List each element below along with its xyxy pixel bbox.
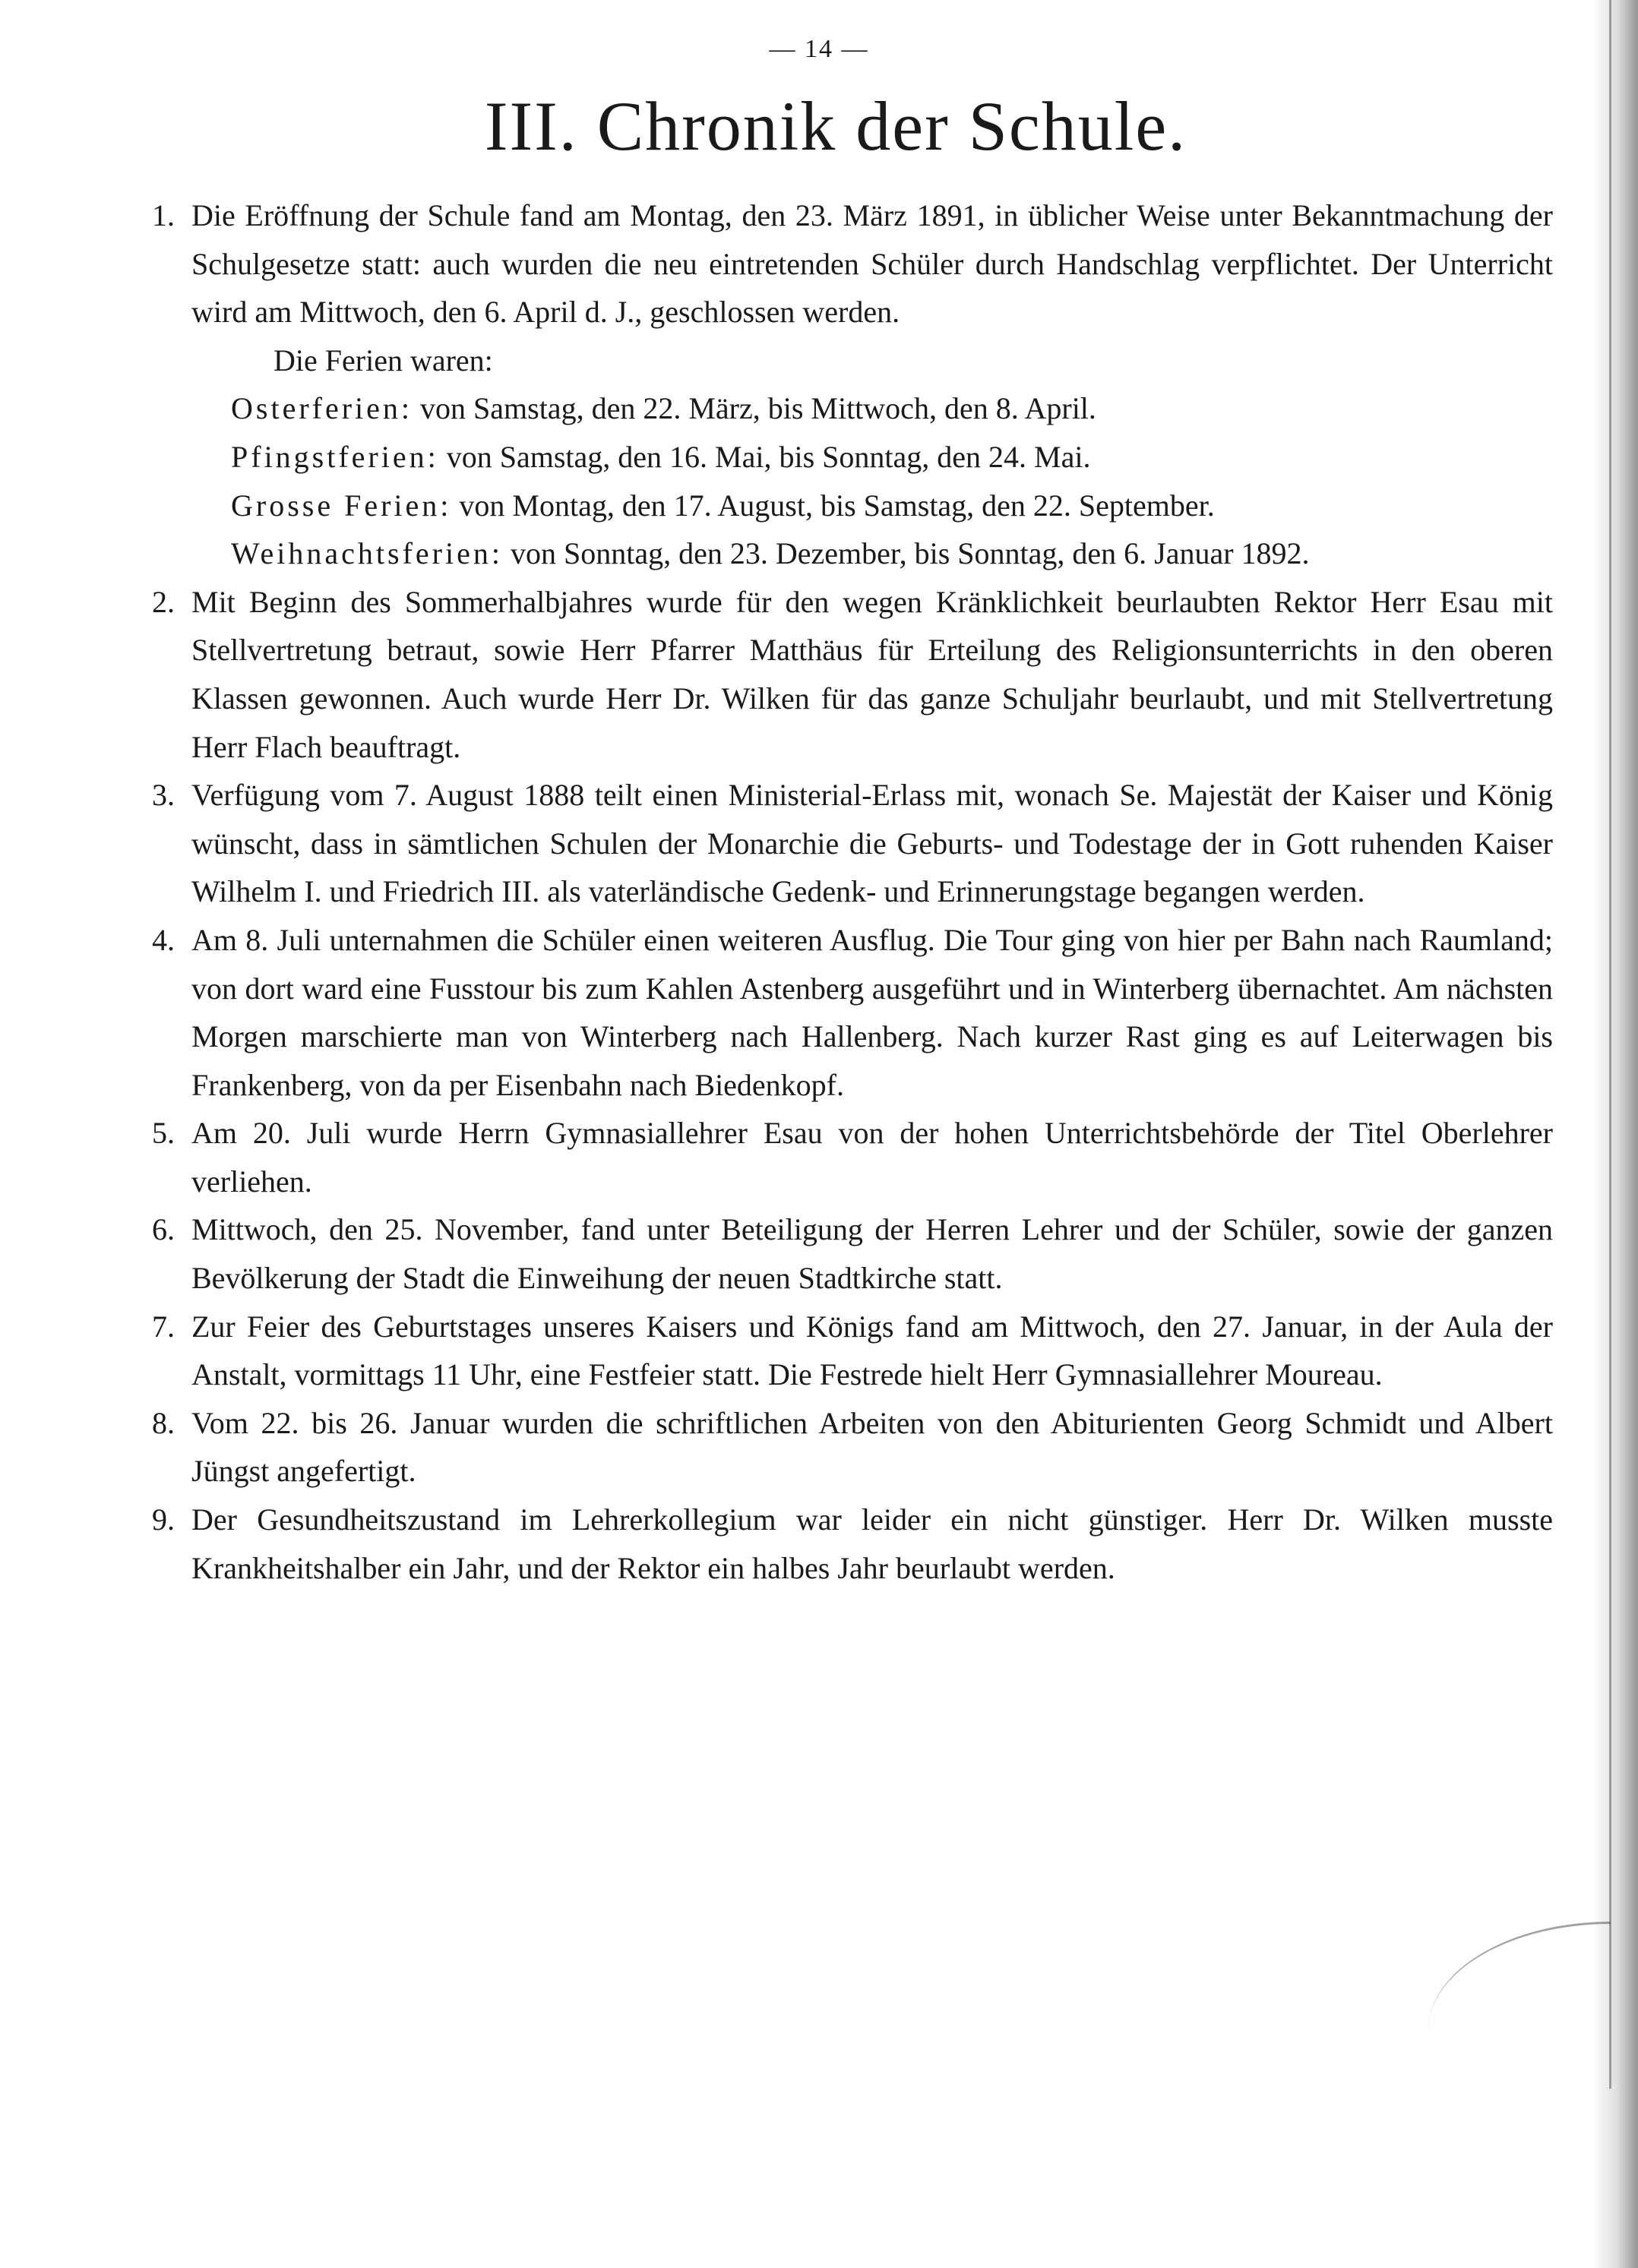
holiday-dates: von Sonntag, den 23. Dezember, bis Sonntag, den 6. Januar 1892. (502, 536, 1310, 571)
chronicle-item-5 (152, 1109, 1553, 1205)
item-number: 7. (152, 1309, 175, 1344)
page-number: — 14 — (769, 35, 869, 63)
item-text: Zur Feier des Geburtstages unseres Kaisers und Königs fand am Mittwoch, den 27. Januar, in der Aula der Anstalt, vormittags 11 Uhr, eine Festfeier statt. Die Festrede hielt Herr Gymnasiallehrer Moureau. (191, 1309, 1553, 1392)
item-number: 2. (152, 584, 175, 619)
holiday-pentecost (152, 433, 1553, 482)
chronicle-item-1 (152, 191, 1553, 336)
item-number: 3. (152, 778, 175, 813)
holiday-label: Pfingstferien: (231, 439, 439, 474)
holidays-heading: Die Ferien waren: (274, 343, 493, 377)
item-number: 9. (152, 1502, 175, 1537)
chronicle-item-2 (152, 578, 1553, 771)
chronicle-item-9 (152, 1496, 1553, 1592)
item-text: Am 20. Juli wurde Herrn Gymnasiallehrer Esau von der hohen Unterrichtsbehörde der Titel Oberlehrer verliehen. (191, 1116, 1553, 1199)
item-number: 5. (152, 1116, 175, 1151)
page-title: III. Chronik der Schule. (484, 87, 1187, 165)
chronicle-item-8 (152, 1399, 1553, 1496)
holiday-label: Weihnachtsferien: (231, 536, 503, 571)
item-text: Verfügung vom 7. August 1888 teilt einen Ministerial-Erlass mit, wonach Se. Majestät der Kaiser und König wünscht, dass in sämtlichen Schulen der Monarchie die Geburts- und Todestage der in Gott ruhenden Kaiser Wilhelm I. und Friedrich III. als vaterländische Gedenk- und Erinnerungstage begangen werden. (191, 778, 1553, 909)
chronicle-item-3 (152, 771, 1553, 916)
item-text: Am 8. Juli unternahmen die Schüler einen weiteren Ausflug. Die Tour ging von hier per Bahn nach Raumland; von dort ward eine Fusstour bis zum Kahlen Astenberg ausgeführt und in Winterberg übernachtet. Am nächsten Morgen marschierte man von Winterberg nach Hallenberg. Nach kurzer Rast ging es auf Leiterwagen bis Frankenberg, von da per Eisenbahn nach Biedenkopf. (191, 922, 1553, 1102)
holiday-label: Grosse Ferien: (231, 488, 452, 523)
holiday-christmas (152, 529, 1553, 578)
chronicle-item-7 (152, 1303, 1553, 1399)
item-text: Der Gesundheitszustand im Lehrerkollegium war leider ein nicht günstiger. Herr Dr. Wilken musste Krankheitshalber ein Jahr, und der Rektor ein halbes Jahr beurlaubt werden. (191, 1502, 1553, 1585)
holiday-dates: von Samstag, den 22. März, bis Mittwoch, den 8. April. (413, 391, 1096, 426)
item-text: Vom 22. bis 26. Januar wurden die schriftlichen Arbeiten von den Abiturienten Georg Schmidt und Albert Jüngst angefertigt. (191, 1405, 1553, 1489)
item-number: 4. (152, 922, 175, 957)
holiday-summer (152, 482, 1553, 530)
item-text: Die Eröffnung der Schule fand am Montag, den 23. März 1891, in üblicher Weise unter Bekanntmachung der Schulgesetze statt: auch wurden die neu eintretenden Schüler durch Handschlag verpflichtet. Der Unterricht wird am Mittwoch, den 6. April d. J., geschlossen werden. (191, 198, 1553, 330)
chronicle-item-6 (152, 1205, 1553, 1302)
item-number: 1. (152, 198, 175, 232)
page-curl (1428, 1922, 1611, 2030)
item-text: Mit Beginn des Sommerhalbjahres wurde für den wegen Kränklichkeit beurlaubten Rektor Herr Esau mit Stellvertretung betraut, sowie Herr Pfarrer Matthäus für Erteilung des Religionsunterrichts in den oberen Klassen gewonnen. Auch wurde Herr Dr. Wilken für das ganze Schuljahr beurlaubt, und mit Stellvertretung Herr Flach beauftragt. (191, 584, 1553, 764)
chronicle-body (152, 191, 1553, 1592)
item-text: Mittwoch, den 25. November, fand unter Beteiligung der Herren Lehrer und der Schüler, sowie der ganzen Bevölkerung der Stadt die Einweihung der neuen Stadtkirche statt. (191, 1212, 1553, 1296)
chronicle-item-4 (152, 916, 1553, 1109)
item-number: 6. (152, 1212, 175, 1247)
holiday-dates: von Samstag, den 16. Mai, bis Sonntag, den 24. Mai. (438, 439, 1091, 474)
holiday-label: Osterferien: (231, 391, 413, 426)
holiday-easter (152, 384, 1553, 433)
holiday-dates: von Montag, den 17. August, bis Samstag, den 22. September. (451, 488, 1215, 523)
item-number: 8. (152, 1405, 175, 1440)
